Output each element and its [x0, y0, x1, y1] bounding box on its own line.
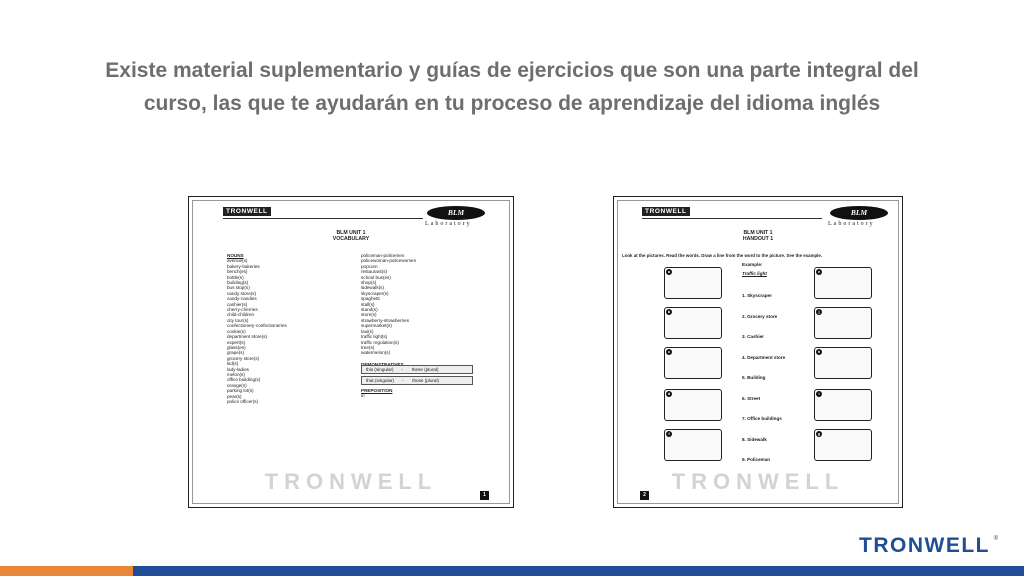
picture-letter: d	[667, 391, 671, 396]
page-number: 2	[640, 491, 649, 500]
picture-box	[664, 429, 722, 461]
picture-letter: e	[817, 269, 821, 274]
vocab-item: melon(s)	[227, 371, 245, 377]
word-item: 5. Building	[742, 375, 766, 380]
instructions-text: Look at the pictures. Read the words. Draw a line from the word to the picture. See the example.	[622, 253, 823, 258]
footer-watermark-logo: TRONWELL	[671, 469, 845, 494]
vocab-item: spaghetti	[361, 296, 380, 302]
vocab-item: taxi(s)	[361, 328, 374, 334]
preposition-header: PREPOSITION	[361, 388, 393, 393]
slide-title-line-1: Existe material suplementario y guías de ejercicios que son una parte integral del	[105, 59, 919, 82]
picture-letter: c	[667, 349, 671, 354]
word-item: 1. Skyscraper	[742, 293, 772, 298]
example-word: Traffic light	[742, 271, 767, 276]
vocab-item: policeman-policemen	[361, 253, 405, 258]
unit-line-1: BLM UNIT 1	[743, 230, 773, 236]
vocab-item: stall(s)	[361, 301, 375, 307]
picture-box	[664, 267, 722, 299]
vocab-item: cashier(s)	[227, 301, 248, 307]
picture-letter: a	[667, 269, 671, 274]
vocab-item: bottle(s)	[227, 274, 244, 280]
vocab-item: watermelon(s)	[361, 350, 391, 356]
vocab-item: stand(s)	[361, 307, 378, 313]
nouns-left-column	[227, 253, 357, 404]
demonstrative-row-1: this (singular) - these (plural)	[361, 365, 473, 374]
picture-letter: j	[816, 309, 822, 315]
brand-name: TRONWELL	[859, 534, 990, 557]
footer-watermark-logo: TRONWELL	[264, 469, 438, 494]
vocab-item: sidewalk(s)	[361, 285, 384, 291]
vocab-item: city tour(s)	[227, 317, 249, 323]
vocab-item: grocery store(s)	[227, 355, 260, 361]
vocab-item: cherry-cherries	[227, 307, 258, 313]
picture-box	[814, 267, 872, 299]
picture-box	[814, 307, 872, 339]
vocab-item: pear(s)	[227, 393, 242, 399]
picture-box	[664, 389, 722, 421]
picture-letter: i	[816, 391, 822, 397]
picture-box	[814, 389, 872, 421]
tronwell-logo	[859, 534, 998, 557]
laboratory-label: Laboratory	[425, 221, 472, 227]
bottom-bar-blue	[0, 566, 1024, 576]
slide-title-line-2: curso, las que te ayudarán en tu proceso de aprendizaje del idioma inglés	[143, 92, 881, 115]
handout-worksheet-image	[613, 196, 903, 508]
vocab-item: grape(s)	[227, 350, 245, 356]
word-item: 8. Sidewalk	[742, 436, 767, 442]
vocab-item: office building(s)	[227, 377, 261, 383]
vocab-item: confectionery-confectioneries	[227, 323, 287, 329]
vocab-item: policewoman-policewomen	[361, 258, 417, 264]
vocab-item: lady-ladies	[227, 366, 249, 372]
vocab-item: orange(s)	[227, 382, 247, 388]
header-rule	[223, 218, 423, 219]
slide-title	[40, 54, 984, 120]
vocab-item: kid(s)	[227, 361, 239, 367]
vocab-item: bakery-bakeries	[227, 263, 260, 269]
word-item: 2. Grocery store	[742, 313, 778, 319]
demonstrative-row-2: that (singular) - those (plural)	[361, 376, 473, 385]
example-label: Example:	[742, 262, 763, 267]
blm-badge: BLM	[427, 206, 485, 220]
vocabulary-worksheet-image	[188, 196, 514, 508]
vocab-item: skyscraper(s)	[361, 290, 389, 296]
vocab-item: popcorn	[361, 263, 378, 269]
vocab-item: bus stop(s)	[227, 285, 250, 291]
picture-letter: b	[667, 309, 671, 314]
vocab-item: building(s)	[227, 280, 249, 286]
vocab-item: traffic regulation(s)	[361, 339, 399, 345]
unit-line-1: BLM UNIT 1	[336, 230, 366, 236]
vocab-item: cookie(s)	[227, 328, 246, 334]
worksheet-logo: TRONWELL	[642, 207, 690, 216]
preposition-value: in	[361, 393, 365, 399]
word-item: 4. Department store	[742, 354, 786, 360]
picture-box	[664, 307, 722, 339]
nouns-header: NOUNS	[227, 253, 244, 258]
header-rule	[642, 218, 822, 219]
preposition-block	[361, 388, 481, 399]
vocab-item: school bus(es)	[361, 274, 391, 280]
word-item: 7. Office buildings	[742, 416, 782, 421]
vocab-item: child-children	[227, 312, 255, 318]
unit-line-2: HANDOUT 1	[742, 236, 774, 242]
picture-box	[664, 347, 722, 379]
vocab-item: police officer(s)	[227, 398, 259, 404]
unit-heading	[614, 230, 902, 242]
vocab-item: shop(s)	[361, 280, 377, 286]
picture-letter: h	[817, 349, 821, 354]
bottom-bar-orange	[0, 566, 133, 576]
vocab-item: supermarket(s)	[361, 323, 392, 329]
vocab-item: expert(s)	[227, 339, 246, 345]
vocab-item: strawberry-strawberries	[361, 317, 409, 323]
word-item: 6. Street	[742, 395, 761, 401]
vocab-item: bench(es)	[227, 269, 248, 275]
blm-badge: BLM	[830, 206, 888, 220]
vocab-item: avenue(s)	[227, 258, 248, 264]
nouns-right-column	[361, 253, 491, 367]
vocab-item: department store(s)	[227, 334, 268, 340]
picture-box	[814, 347, 872, 379]
page-number: 1	[480, 491, 489, 500]
picture-box	[814, 429, 872, 461]
laboratory-label: Laboratory	[828, 221, 875, 227]
word-item: 3. Cashier	[742, 334, 764, 339]
vocab-item: candy store(s)	[227, 290, 257, 296]
vocab-item: glass(es)	[227, 344, 246, 350]
worksheet-logo: TRONWELL	[223, 207, 271, 216]
word-item: 9. Policeman	[742, 457, 771, 462]
unit-heading	[189, 230, 513, 242]
nouns-right-list	[361, 253, 491, 356]
picture-letter: g	[817, 431, 821, 436]
unit-line-2: VOCABULARY	[332, 236, 370, 242]
picture-letter: f	[666, 431, 672, 437]
vocab-item: tree(s)	[361, 344, 375, 350]
vocab-item: store(s)	[361, 312, 377, 318]
vocab-item: traffic light(s)	[361, 334, 388, 340]
registered-mark: ®	[993, 536, 998, 542]
nouns-left-list	[227, 258, 357, 404]
vocab-item: restaurant(s)	[361, 269, 388, 275]
vocab-item: candy-candies	[227, 296, 257, 302]
vocab-item: parking lot(s)	[227, 388, 254, 394]
